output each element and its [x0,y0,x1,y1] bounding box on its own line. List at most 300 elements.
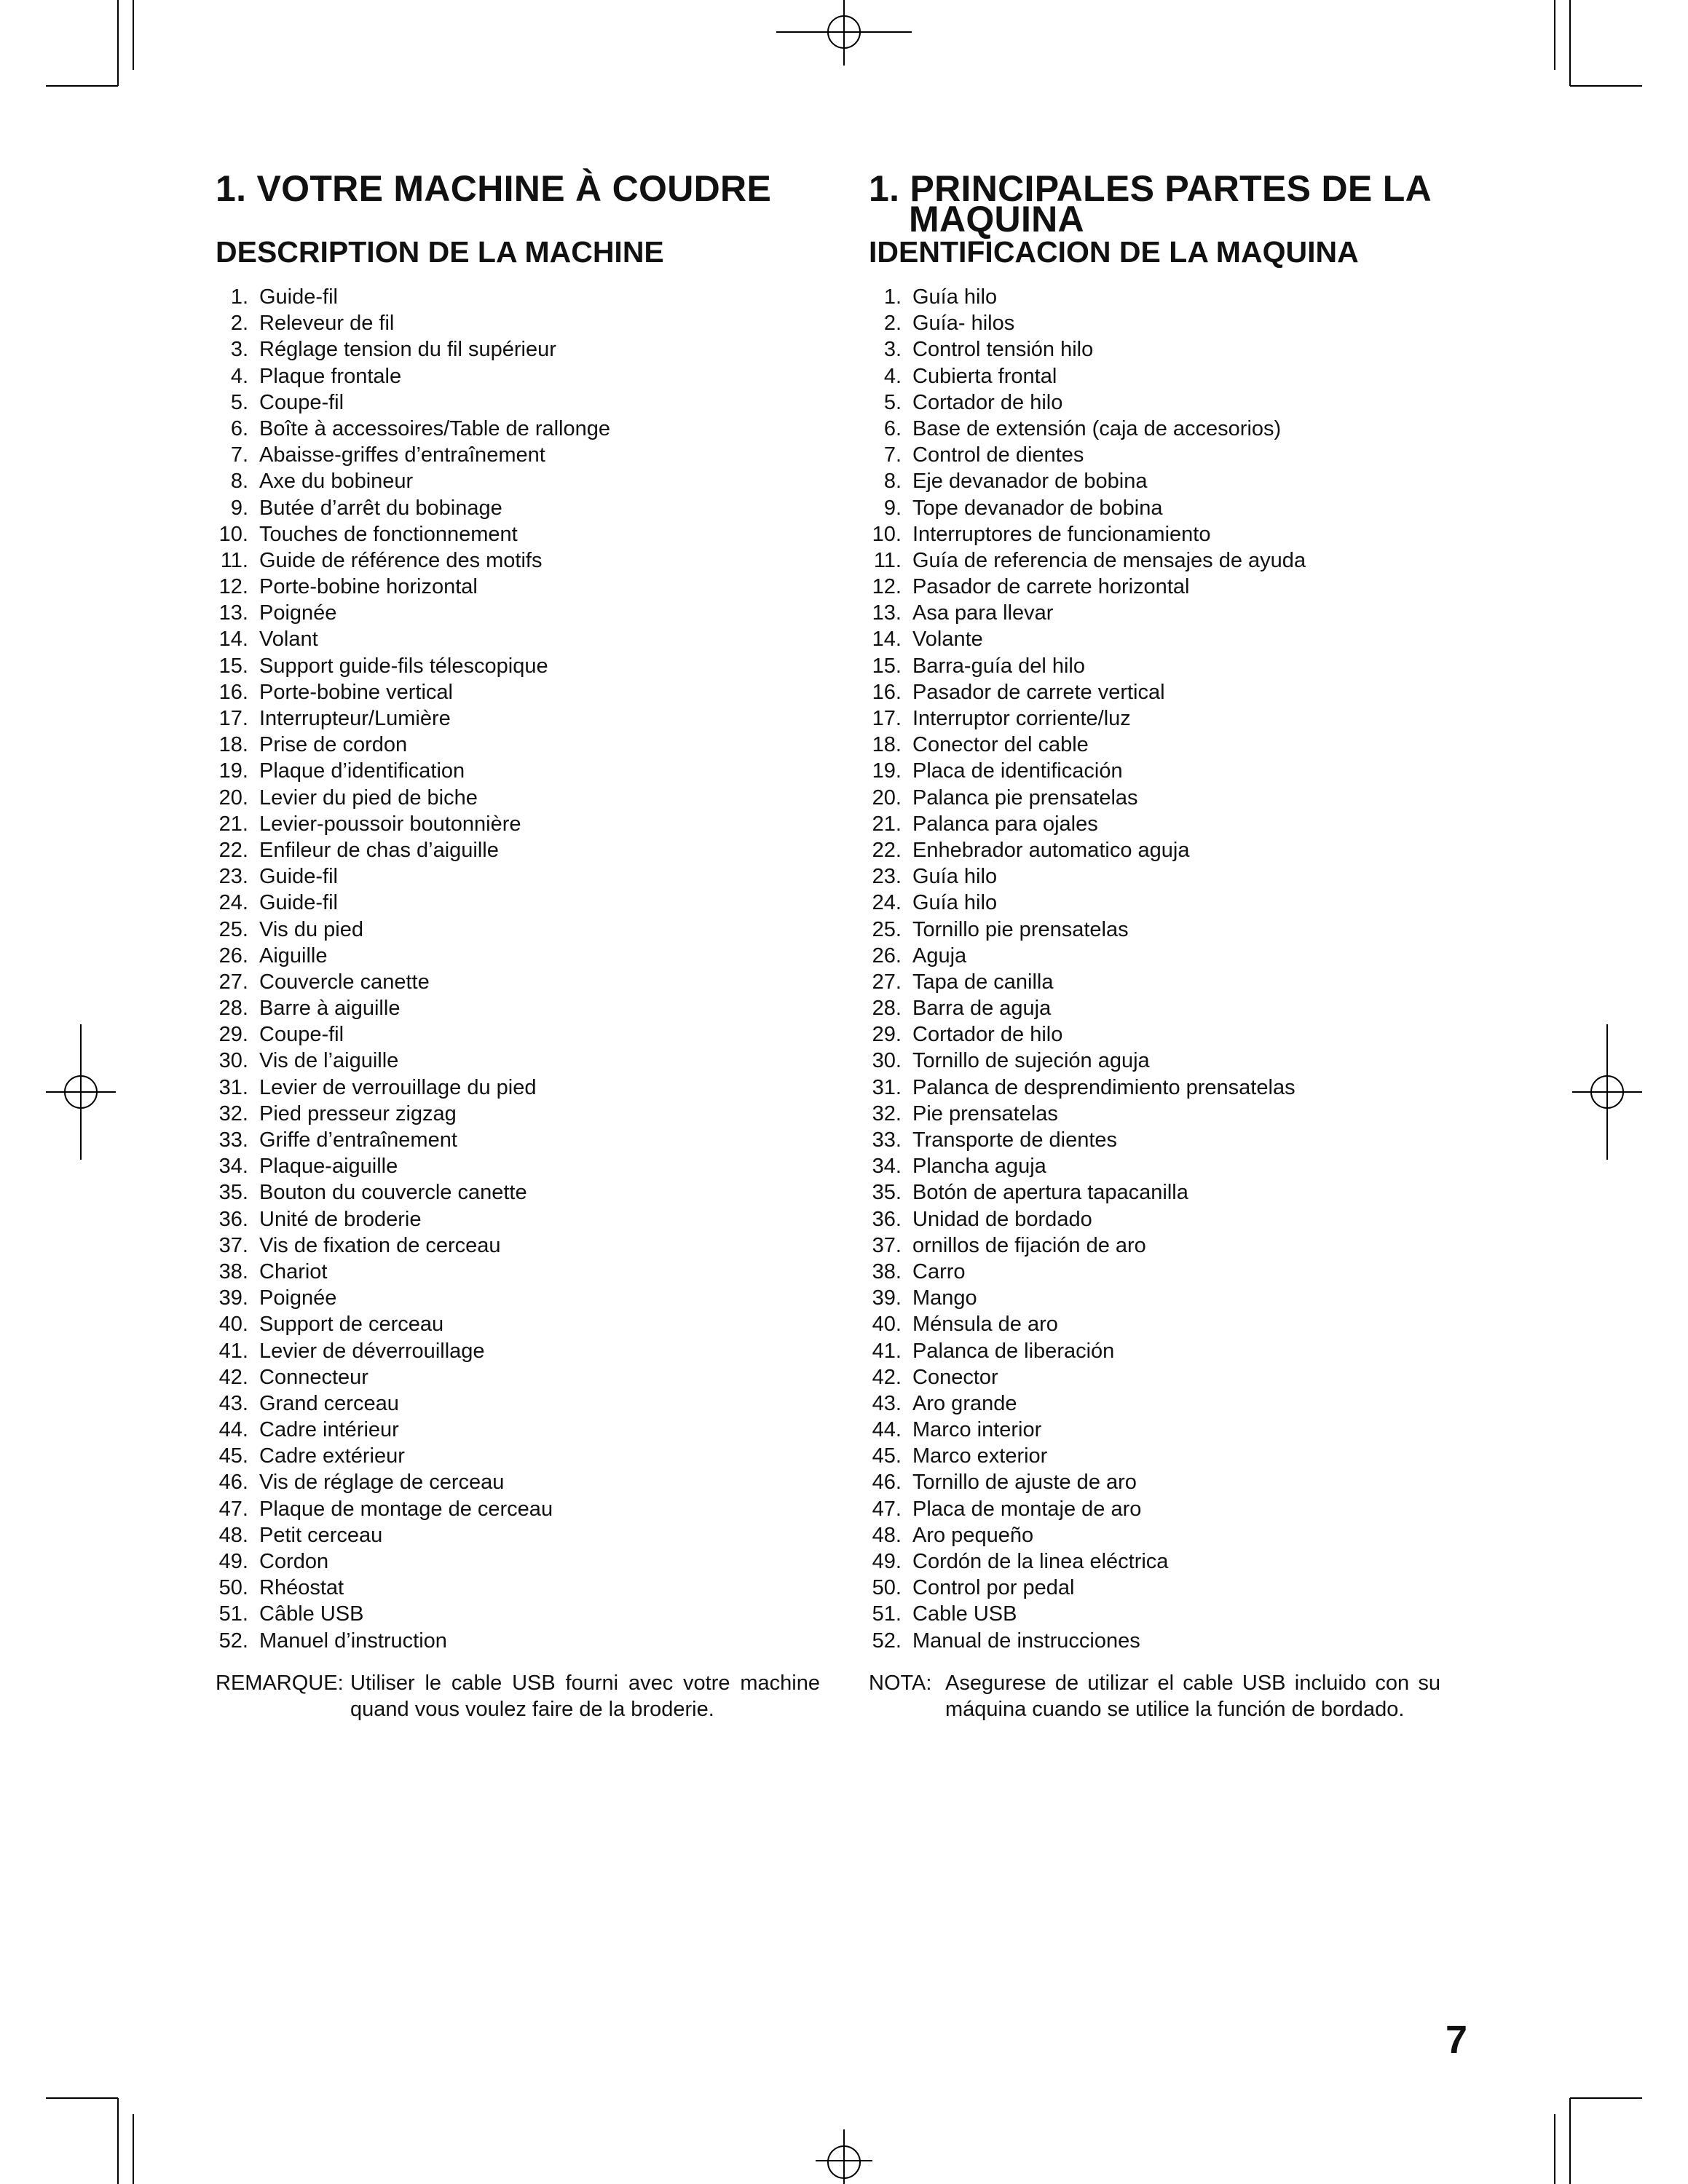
list-item [216,1285,610,1311]
item-number: 34. [218,1155,248,1179]
list-item [216,310,610,336]
list-item [216,837,610,863]
list-item [216,626,610,652]
list-item [216,468,610,494]
item-label: Plaque de montage de cerceau [259,1497,553,1521]
item-label: Botón de apertura tapacanilla [912,1181,1188,1205]
item-label: Câble USB [259,1602,364,1626]
list-item [869,1048,1306,1074]
item-number: 33. [872,1128,902,1152]
list-item [216,495,610,521]
list-item [869,600,1306,626]
list-item [216,1338,610,1364]
list-item [216,758,610,784]
list-item [216,600,610,626]
list-item [216,1548,610,1575]
item-number: 46. [218,1471,248,1495]
item-label: Cortador de hilo [912,1023,1063,1047]
item-label: Cordón de la linea eléctrica [912,1550,1169,1573]
list-item [869,1443,1306,1469]
item-label: Cadre extérieur [259,1444,405,1468]
item-number: 16. [872,680,902,704]
item-label: Couvercle canette [259,970,430,994]
item-number: 52. [218,1629,248,1653]
french-section-title: 1. VOTRE MACHINE À COUDRE [216,168,772,209]
item-label: Control de dientes [912,443,1084,467]
item-label: Aiguille [259,943,328,968]
item-number: 25. [872,917,902,941]
item-number: 23. [872,865,902,889]
list-item [216,1021,610,1048]
item-number: 29. [872,1023,902,1047]
item-number: 39. [872,1286,902,1310]
item-label: Guía de referencia de mensajes de ayuda [912,548,1306,572]
list-item [216,1179,610,1206]
list-item [869,1233,1306,1259]
item-label: Barra de aguja [912,997,1052,1021]
list-item [216,995,610,1021]
item-label: Porte-bobine horizontal [259,575,478,599]
item-label: Tapa de canilla [912,970,1054,994]
list-item [216,1311,610,1337]
item-number: 18. [872,733,902,757]
item-number: 36. [872,1207,902,1231]
item-label: Ménsula de aro [912,1313,1058,1337]
item-label: Levier de verrouillage du pied [259,1075,537,1099]
item-label: Bouton du couvercle canette [259,1181,527,1205]
list-item [869,653,1306,679]
list-item [869,416,1306,442]
list-item [869,1601,1306,1627]
list-item [216,1469,610,1495]
item-number: 1. [230,285,248,309]
list-item [869,732,1306,758]
item-number: 18. [218,733,248,757]
item-number: 19. [218,759,248,783]
item-label: Connecteur [259,1365,368,1389]
list-item [216,1601,610,1627]
item-label: Tornillo pie prensatelas [912,917,1129,941]
item-label: Unité de broderie [259,1207,422,1231]
list-item [869,1101,1306,1127]
list-item [216,943,610,969]
item-label: Tornillo de ajuste de aro [912,1471,1137,1495]
list-item [216,653,610,679]
list-item [869,943,1306,969]
item-number: 14. [218,628,248,652]
list-item [869,495,1306,521]
item-number: 35. [872,1181,902,1205]
item-label: Conector del cable [912,733,1089,757]
item-number: 15. [872,654,902,678]
list-item [216,1127,610,1153]
item-number: 37. [218,1233,248,1257]
item-number: 31. [218,1075,248,1099]
item-number: 43. [218,1391,248,1415]
list-item [869,679,1306,705]
item-number: 32. [872,1101,902,1125]
list-item [869,442,1306,468]
list-item [216,574,610,600]
list-item [869,995,1306,1021]
item-number: 34. [872,1155,902,1179]
item-number: 22. [872,838,902,862]
item-number: 48. [872,1523,902,1547]
item-number: 38. [218,1259,248,1283]
item-label: Releveur de fil [259,312,395,336]
item-number: 24. [872,891,902,915]
page-number: 7 [1446,2018,1468,2062]
item-label: Base de extensión (caja de accesorios) [912,416,1282,440]
list-item [216,547,610,574]
item-number: 16. [218,680,248,704]
list-item [869,1311,1306,1337]
item-label: Vis de fixation de cerceau [259,1233,501,1257]
item-label: Coupe-fil [259,1023,344,1047]
french-section-subtitle: DESCRIPTION DE LA MACHINE [216,235,664,269]
item-label: Prise de cordon [259,733,408,757]
item-number: 42. [872,1365,902,1389]
item-label: Rhéostat [259,1576,344,1600]
item-label: Cubierta frontal [912,364,1057,388]
item-label: Guide-fil [259,891,338,915]
item-number: 3. [883,338,902,362]
item-label: Vis de l’aiguille [259,1049,399,1073]
item-number: 11. [873,548,902,572]
item-label: Touches de fonctionnement [259,522,518,546]
item-label: Levier-poussoir boutonnière [259,812,521,836]
item-number: 27. [872,970,902,994]
item-number: 3. [230,338,248,362]
item-number: 2. [883,312,902,336]
item-label: Cordon [259,1550,329,1573]
item-number: 43. [872,1391,902,1415]
item-label: Interruptores de funcionamiento [912,522,1211,546]
item-label: Griffe d’entraînement [259,1128,457,1152]
item-label: Control por pedal [912,1576,1075,1600]
list-item [216,442,610,468]
list-item [869,1548,1306,1575]
list-item [216,1075,610,1101]
list-item [869,1285,1306,1311]
item-label: Asa para llevar [912,601,1054,625]
item-number: 40. [218,1313,248,1337]
item-number: 1. [883,285,902,309]
item-number: 7. [230,443,248,467]
item-number: 47. [872,1497,902,1521]
list-item [216,1443,610,1469]
spanish-section-title: 1. PRINCIPALES PARTES DE LA MAQUINA [869,168,1432,240]
item-number: 2. [230,312,248,336]
item-number: 51. [218,1602,248,1626]
item-label: Support guide-fils télescopique [259,654,548,678]
item-number: 10. [218,522,248,546]
list-item [216,1048,610,1074]
list-item [869,521,1306,547]
list-item [216,1206,610,1233]
item-label: Petit cerceau [259,1523,383,1547]
list-item [869,1496,1306,1522]
item-label: Plaque frontale [259,364,402,388]
item-label: ornillos de fijación de aro [912,1233,1146,1257]
item-label: Vis de réglage de cerceau [259,1471,505,1495]
list-item [216,521,610,547]
list-item [869,389,1306,416]
list-item [216,1259,610,1285]
item-label: Guide-fil [259,865,338,889]
item-number: 21. [872,812,902,836]
item-number: 48. [218,1523,248,1547]
item-number: 23. [218,865,248,889]
item-label: Réglage tension du fil supérieur [259,338,556,362]
item-number: 12. [218,575,248,599]
item-label: Tope devanador de bobina [912,496,1163,520]
item-label: Tornillo de sujeción aguja [912,1049,1150,1073]
list-item [216,1417,610,1443]
french-note-label: REMARQUE: [216,1671,344,1695]
list-item [869,1417,1306,1443]
item-number: 4. [883,364,902,388]
item-label: Guía- hilos [912,312,1015,336]
list-item [869,969,1306,995]
item-label: Placa de identificación [912,759,1123,783]
item-label: Pie prensatelas [912,1101,1058,1125]
list-item [869,1259,1306,1285]
item-label: Cortador de hilo [912,390,1063,414]
list-item [216,1390,610,1417]
list-item [869,1469,1306,1495]
item-number: 47. [218,1497,248,1521]
item-number: 15. [218,654,248,678]
item-number: 8. [883,470,902,494]
item-number: 8. [230,470,248,494]
list-item [216,363,610,389]
item-label: Plaque-aiguille [259,1155,398,1179]
item-number: 13. [872,601,902,625]
list-item [869,284,1306,310]
item-label: Pasador de carrete horizontal [912,575,1190,599]
item-number: 20. [218,786,248,810]
item-number: 10. [872,522,902,546]
item-label: Guide-fil [259,285,338,309]
item-label: Carro [912,1259,966,1283]
item-number: 4. [230,364,248,388]
item-label: Palanca de liberación [912,1339,1115,1363]
list-item [216,1364,610,1390]
item-number: 6. [230,416,248,440]
item-label: Coupe-fil [259,390,344,414]
item-number: 9. [883,496,902,520]
list-item [869,890,1306,916]
item-label: Plancha aguja [912,1155,1046,1179]
item-number: 13. [218,601,248,625]
item-number: 51. [872,1602,902,1626]
item-number: 46. [872,1471,902,1495]
item-label: Chariot [259,1259,328,1283]
list-item [869,1364,1306,1390]
list-item [869,1179,1306,1206]
list-item [869,547,1306,574]
item-label: Enfileur de chas d’aiguille [259,838,499,862]
item-number: 12. [872,575,902,599]
item-number: 7. [883,443,902,467]
item-label: Support de cerceau [259,1313,444,1337]
spanish-note-label: NOTA: [869,1671,932,1695]
list-item [216,863,610,890]
item-label: Guía hilo [912,285,998,309]
list-item [216,969,610,995]
list-item [216,336,610,363]
list-item [869,1522,1306,1548]
item-label: Guide de référence des motifs [259,548,543,572]
item-number: 28. [872,997,902,1021]
item-number: 31. [872,1075,902,1099]
item-number: 17. [872,707,902,730]
item-label: Barre à aiguille [259,997,401,1021]
spanish-note-text: Asegurese de utilizar el cable USB incluido con su máquina cuando se utilice la función de bordado. [945,1671,1440,1721]
item-number: 38. [872,1259,902,1283]
item-label: Manual de instrucciones [912,1629,1140,1653]
item-label: Control tensión hilo [912,338,1094,362]
list-item [869,626,1306,652]
item-number: 6. [883,416,902,440]
item-label: Pasador de carrete vertical [912,680,1165,704]
list-item [216,1628,610,1654]
list-item [216,416,610,442]
list-item [216,917,610,943]
list-item [869,863,1306,890]
item-number: 44. [218,1418,248,1442]
item-label: Abaisse-griffes d’entraînement [259,443,545,467]
item-number: 52. [872,1629,902,1653]
list-item [216,705,610,732]
item-label: Manuel d’instruction [259,1629,447,1653]
list-item [869,336,1306,363]
item-number: 45. [872,1444,902,1468]
item-number: 49. [218,1550,248,1573]
item-label: Plaque d’identification [259,759,465,783]
item-number: 35. [218,1181,248,1205]
item-label: Vis du pied [259,917,363,941]
item-label: Axe du bobineur [259,470,414,494]
item-label: Barra-guía del hilo [912,654,1085,678]
list-item [869,1127,1306,1153]
item-number: 40. [872,1313,902,1337]
item-label: Aro grande [912,1391,1017,1415]
item-label: Poignée [259,601,337,625]
list-item [869,785,1306,811]
item-label: Grand cerceau [259,1391,399,1415]
item-label: Unidad de bordado [912,1207,1092,1231]
list-item [869,837,1306,863]
list-item [869,811,1306,837]
list-item [869,1575,1306,1601]
item-label: Marco interior [912,1418,1042,1442]
item-label: Levier du pied de biche [259,786,478,810]
item-number: 21. [218,812,248,836]
item-number: 39. [218,1286,248,1310]
list-item [216,785,610,811]
item-label: Marco exterior [912,1444,1048,1468]
list-item [869,363,1306,389]
item-number: 41. [218,1339,248,1363]
item-number: 9. [230,496,248,520]
item-number: 27. [218,970,248,994]
item-number: 25. [218,917,248,941]
list-item [869,468,1306,494]
item-number: 49. [872,1550,902,1573]
list-item [869,1390,1306,1417]
list-item [216,1496,610,1522]
list-item [869,574,1306,600]
french-parts-list [216,284,610,1654]
list-item [869,1206,1306,1233]
item-label: Interruptor corriente/luz [912,707,1131,730]
item-label: Volant [259,628,318,652]
list-item [869,1021,1306,1048]
list-item [869,1628,1306,1654]
list-item [216,1522,610,1548]
list-item [869,310,1306,336]
item-label: Palanca pie prensatelas [912,786,1138,810]
list-item [869,1338,1306,1364]
item-number: 5. [230,390,248,414]
list-item [216,811,610,837]
item-label: Levier de déverrouillage [259,1339,485,1363]
item-number: 11. [220,548,248,572]
item-label: Palanca de desprendimiento prensatelas [912,1075,1295,1099]
list-item [216,1101,610,1127]
item-number: 5. [883,390,902,414]
item-label: Eje devanador de bobina [912,470,1148,494]
item-label: Guía hilo [912,891,998,915]
item-number: 45. [218,1444,248,1468]
spanish-section-subtitle: IDENTIFICACION DE LA MAQUINA [869,235,1359,269]
item-number: 14. [872,628,902,652]
list-item [216,1575,610,1601]
item-label: Volante [912,628,983,652]
item-number: 28. [218,997,248,1021]
list-item [869,705,1306,732]
item-label: Palanca para ojales [912,812,1098,836]
item-number: 50. [218,1576,248,1600]
item-label: Boîte à accessoires/Table de rallonge [259,416,611,440]
item-number: 41. [872,1339,902,1363]
item-number: 30. [218,1049,248,1073]
item-label: Mango [912,1286,977,1310]
item-label: Aro pequeño [912,1523,1034,1547]
french-note-text: Utiliser le cable USB fourni avec votre machine quand vous voulez faire de la broderie. [350,1671,820,1721]
item-label: Pied presseur zigzag [259,1101,457,1125]
list-item [216,890,610,916]
list-item [869,917,1306,943]
item-label: Porte-bobine vertical [259,680,453,704]
item-number: 26. [218,943,248,968]
item-number: 44. [872,1418,902,1442]
item-number: 33. [218,1128,248,1152]
list-item [216,1233,610,1259]
item-label: Poignée [259,1286,337,1310]
item-number: 17. [218,707,248,730]
list-item [216,732,610,758]
list-item [216,284,610,310]
item-label: Interrupteur/Lumière [259,707,451,730]
list-item [216,679,610,705]
item-label: Placa de montaje de aro [912,1497,1142,1521]
item-label: Aguja [912,943,967,968]
item-label: Conector [912,1365,998,1389]
item-label: Guía hilo [912,865,998,889]
